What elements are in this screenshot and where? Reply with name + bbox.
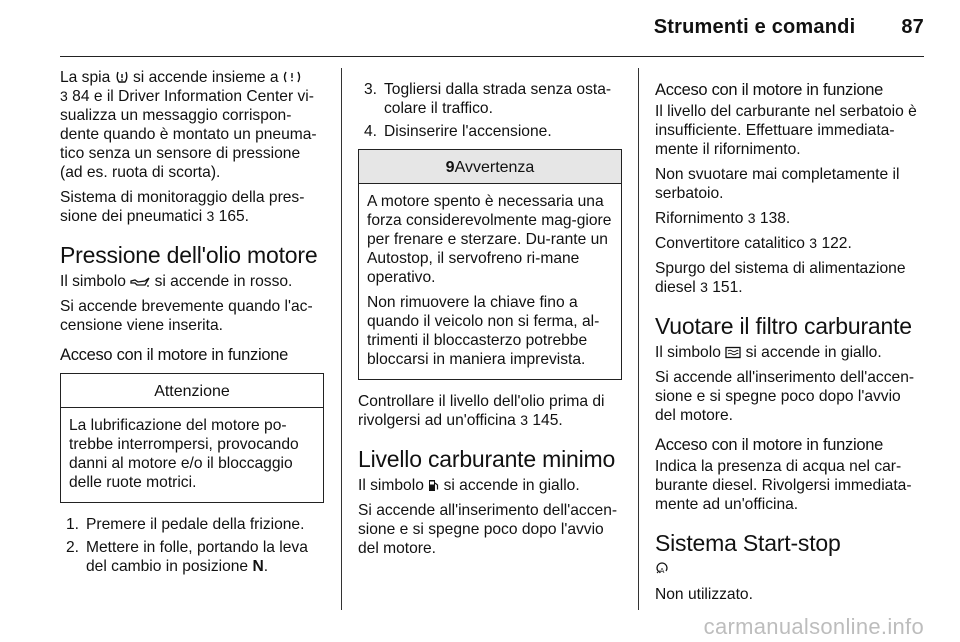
list-item: 4. Disinserire l'accensione. [364,123,552,140]
paragraph: Si accende all'inserimento dell'accen-sione e si spegne poco dopo l'avvio del motore. [655,369,915,424]
section-heading: Livello carburante minimo [358,446,616,472]
paragraph: Il simbolo si accende in giallo. [358,477,580,494]
section-heading: Pressione dell'olio motore [60,242,318,268]
reference-arrow-icon: 3 [60,88,68,104]
watermark: carmanualsonline.info [703,614,924,639]
header-rule [60,56,924,57]
start-stop-icon [655,562,669,576]
reference-arrow-icon: 3 [747,210,756,226]
column-1 [60,68,324,610]
fuel-pump-icon [428,478,439,492]
list-item: 3. Togliersi dalla strada senza osta-colare il traffico. [364,81,612,117]
warning-box [358,149,622,380]
paragraph: Si accende all'inserimento dell'accen-sione e si spegne poco dopo l'avvio del motore. [358,502,618,557]
paragraph: Il simbolo si accende in giallo. [655,344,882,361]
subsection-heading: Acceso con il motore in funzione [655,81,883,99]
paragraph: Indica la presenza di acqua nel car-burante diesel. Rivolgersi immediata-mente ad un'officina. [655,458,912,513]
list-item: 1. Premere il pedale della frizione. [66,516,305,533]
tire-warning-icon [283,70,301,84]
fuel-filter-icon [725,346,741,359]
paragraph: Non utilizzato. [655,586,753,603]
paragraph: Il livello del carburante nel serbatoio è insufficiente. Effettuare immediata-mente il rifornimento. [655,103,917,158]
oil-can-icon [130,276,150,288]
subsection-heading: Acceso con il motore in funzione [60,346,288,364]
paragraph: Il simbolo si accende in rosso. [60,273,293,290]
section-heading: Vuotare il filtro carburante [655,313,912,339]
paragraph: Rifornimento 3 138. [655,210,791,227]
reference-arrow-icon: 3 [809,235,818,251]
paragraph: Non svuotare mai completamente il serbatoio. [655,166,900,202]
subsection-heading: Acceso con il motore in funzione [655,436,883,454]
steps-list [60,515,324,576]
reference-arrow-icon: 3 [520,412,528,428]
column-2 [358,68,622,610]
paragraph: Convertitore catalitico 3 122. [655,235,852,252]
paragraph: Controllare il livello dell'olio prima di rivolgersi ad un'officina 3 145. [358,393,605,429]
header-title: Strumenti e comandi [653,16,856,38]
warning-title: 9Avvertenza [359,150,621,184]
attention-body: La lubrificazione del motore po-trebbe interrompersi, provocando danni al motore e/o il bloccaggio delle ruote motrici. [69,417,299,491]
page-number: 87 [901,16,924,38]
paragraph: Sistema di monitoraggio della pres-sione dei pneumatici 3 165. [60,189,305,225]
paragraph: Spurgo del sistema di alimentazione diesel 3 151. [655,260,906,296]
warning-body: A motore spento è necessaria una forza considerevolmente mag-giore per frenare e sterzare. Du-rante un Autostop, il servofreno ri-mane operativo. Non rimuovere la chiave fino a quando il veicolo non si ferma, al-trimenti il bloccasterzo potrebbe bloccarsi in maniera imprevista. [367,193,612,368]
column-3 [655,68,923,610]
column-divider [638,68,639,610]
column-divider [341,68,342,610]
paragraph [655,560,923,579]
attention-box [60,373,324,503]
reference-arrow-icon: 3 [700,279,708,295]
list-item: 2. Mettere in folle, portando la leva del cambio in posizione N. [66,539,308,575]
warning-symbol: 9 [445,159,455,176]
page-header [654,18,924,37]
section-heading: Sistema Start-stop [655,530,841,556]
reference-arrow-icon: 3 [206,208,215,224]
paragraph: La spia si accende insieme a 3 84 e il Driver Information Center vi-sualizza un messaggio corrispon-dente quando è montato un pneuma-tico senza un sensore di pressione (ad es. ruota di scorta). [60,69,317,181]
attention-title: Attenzione [61,374,323,408]
tire-pressure-icon [115,70,129,84]
paragraph: Si accende brevemente quando l'ac-censione viene inserita. [60,298,313,334]
svg-text:A: A [659,567,665,575]
steps-list [358,80,622,141]
